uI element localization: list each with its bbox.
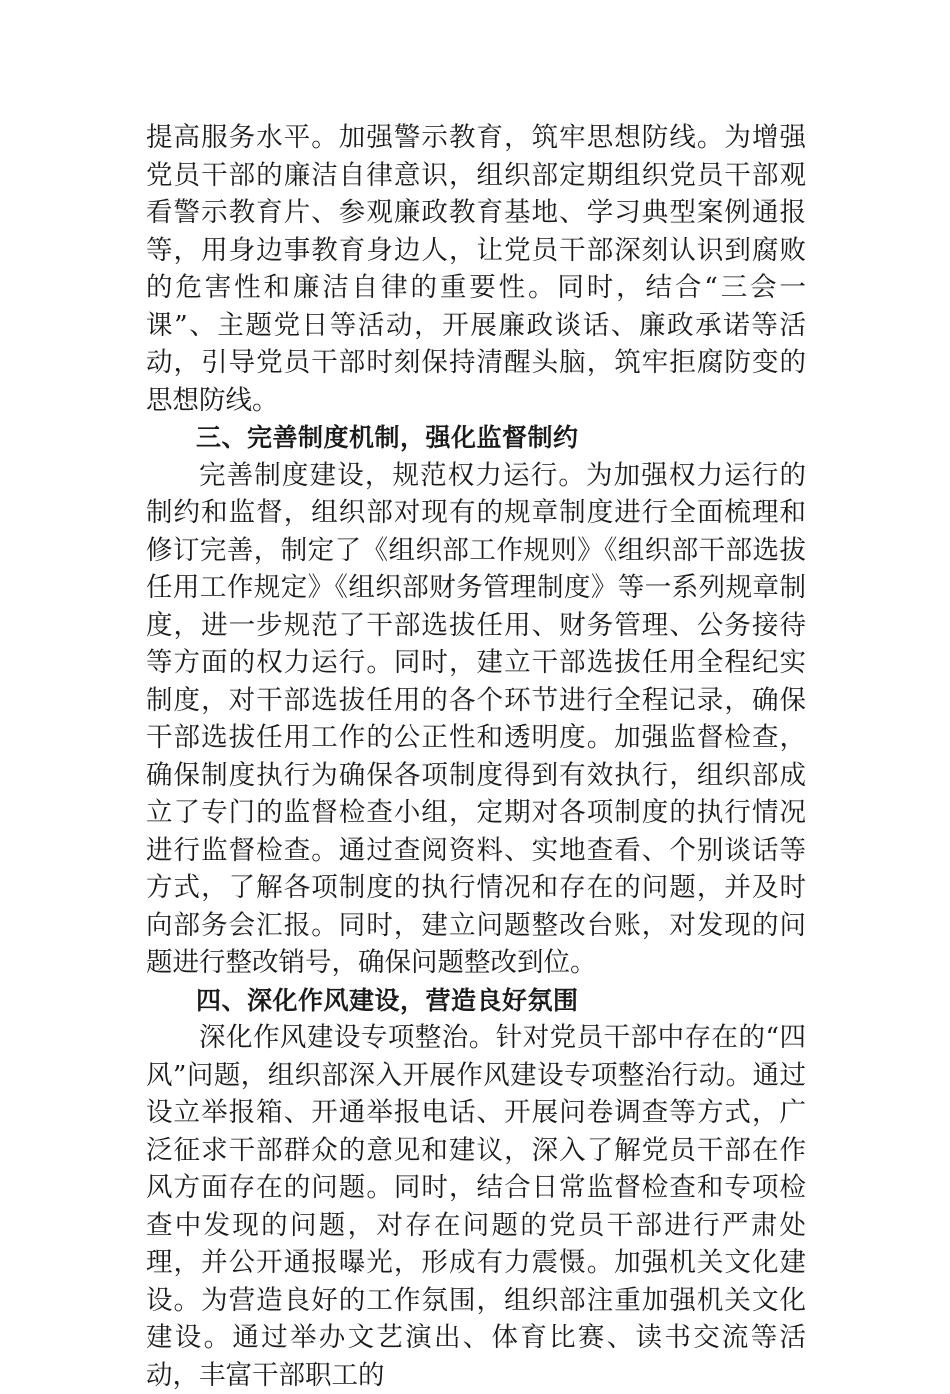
paragraph-warning-education: 提高服务水平。加强警示教育，筑牢思想防线。为增强党员干部的廉洁自律意识，组织部定期组织党员干部观看警示教育片、参观廉政教育基地、学习典型案例通报等，用身边事教育身边人，让党员干部深刻认识到腐败的危害性和廉洁自律的重要性。同时，结合“三会一课”、主题党日等活动，开展廉政谈话、廉政承诺等活动，引导党员干部时刻保持清醒头脑，筑牢拒腐防变的思想防线。 [146, 122, 806, 416]
section-heading-three: 三、完善制度机制，强化监督制约 [196, 423, 579, 452]
paragraph-system-mechanism: 完善制度建设，规范权力运行。为加强权力运行的制约和监督，组织部对现有的规章制度进行全面梳理和修订完善，制定了《组织部工作规则》《组织部干部选拔任用工作规定》《组织部财务管理制度》等一系列规章制度，进一步规范了干部选拔任用、财务管理、公务接待等方面的权力运行。同时，建立干部选拔任用全程纪实制度，对干部选拔任用的各个环节进行全程记录，确保干部选拔任用工作的公正性和透明度。加强监督检查，确保制度执行为确保各项制度得到有效执行，组织部成立了专门的监督检查小组，定期对各项制度的执行情况进行监督检查。通过查阅资料、实地查看、个别谈话等方式，了解各项制度的执行情况和存在的问题，并及时向部务会汇报。同时，建立问题整改台账，对发现的问题进行整改销号，确保问题整改到位。 [146, 459, 806, 978]
document-body [146, 119, 806, 1394]
paragraph-work-style: 深化作风建设专项整治。针对党员干部中存在的“四风”问题，组织部深入开展作风建设专项整治行动。通过设立举报箱、开通举报电话、开展问卷调查等方式，广泛征求干部群众的意见和建议，深入了解党员干部在作风方面存在的问题。同时，结合日常监督检查和专项检查中发现的问题，对存在问题的党员干部进行严肃处理，并公开通报曝光，形成有力震慑。加强机关文化建设。为营造良好的工作氛围，组织部注重加强机关文化建设。通过举办文艺演出、体育比赛、读书交流等活动，丰富干部职工的 [146, 1022, 806, 1391]
section-heading-four: 四、深化作风建设，营造良好氛围 [196, 985, 579, 1015]
